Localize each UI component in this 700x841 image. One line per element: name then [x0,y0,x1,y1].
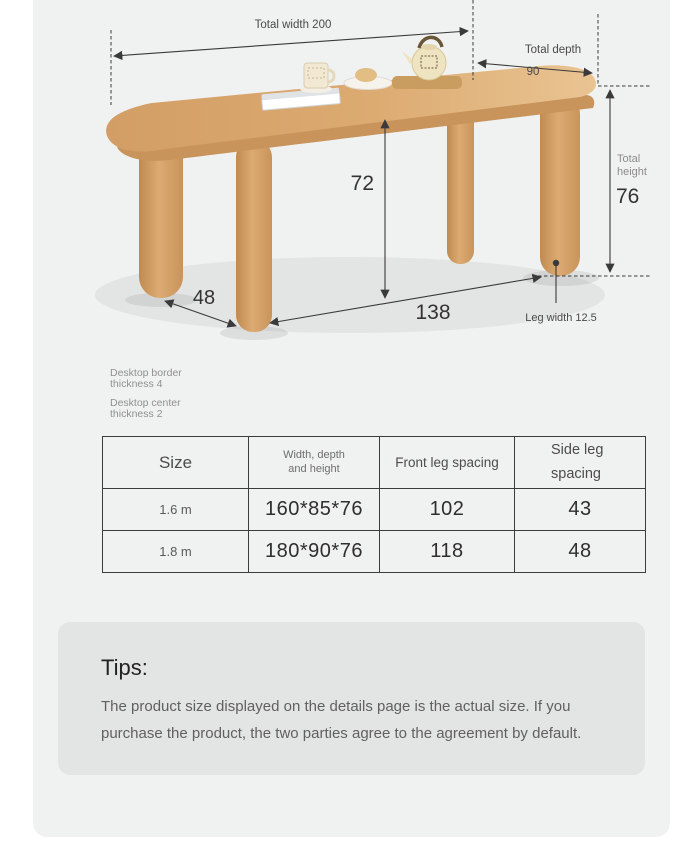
cell-size: 1.8 m [103,531,249,573]
plate-with-bun [344,68,392,90]
tips-body-text: The product size displayed on the details page is the actual size. If you purchase the product, the two parties agree to the agreement by default. [101,698,582,742]
cell-front-leg: 118 [380,531,515,573]
total-depth-value: 90 [526,66,540,78]
header-side-leg-spacing [515,437,646,489]
total-depth-label: Total depth [524,44,582,56]
cell-size: 1.6 m [103,489,249,531]
tips-box [58,622,645,775]
total-height-value: 76 [616,185,640,208]
tips-title: Tips: [101,655,148,680]
side-leg-span-value: 48 [192,287,216,309]
cell-side-leg: 43 [515,489,646,531]
cell-dimensions: 180*90*76 [249,531,380,573]
mug [300,63,334,93]
table-leg-right [540,95,580,276]
total-width-label: Total width 200 [254,19,332,31]
header-width-depth-height-text: Width, depth and height [283,449,345,475]
cell-side-leg: 48 [515,531,646,573]
table-leg-front-mid [236,140,272,332]
header-width-depth-height [249,437,380,489]
desktop-border-note-line2: thickness 4 [110,378,163,390]
cell-dimensions: 160*85*76 [249,489,380,531]
total-height-label-line2: height [617,166,647,178]
total-width-dimension [114,31,468,56]
header-size: Size [103,437,249,489]
teapot [392,37,462,89]
under-height-value: 72 [350,172,374,195]
table-row [103,531,646,573]
desktop-border-note-line1: Desktop border [110,367,182,379]
header-side-leg-spacing-text: Side leg spacing [551,441,604,482]
table-header-row [103,437,646,489]
size-spec-table [102,436,646,573]
header-front-leg-spacing: Front leg spacing [380,437,515,489]
desktop-center-note-line1: Desktop center [110,397,181,409]
cell-front-leg: 102 [380,489,515,531]
leg-width-label: Leg width 12.5 [525,312,597,324]
front-leg-span-value: 138 [415,301,451,324]
desktop-center-note-line2: thickness 2 [110,408,163,420]
table-row [103,489,646,531]
total-height-label-line1: Total [617,153,641,165]
